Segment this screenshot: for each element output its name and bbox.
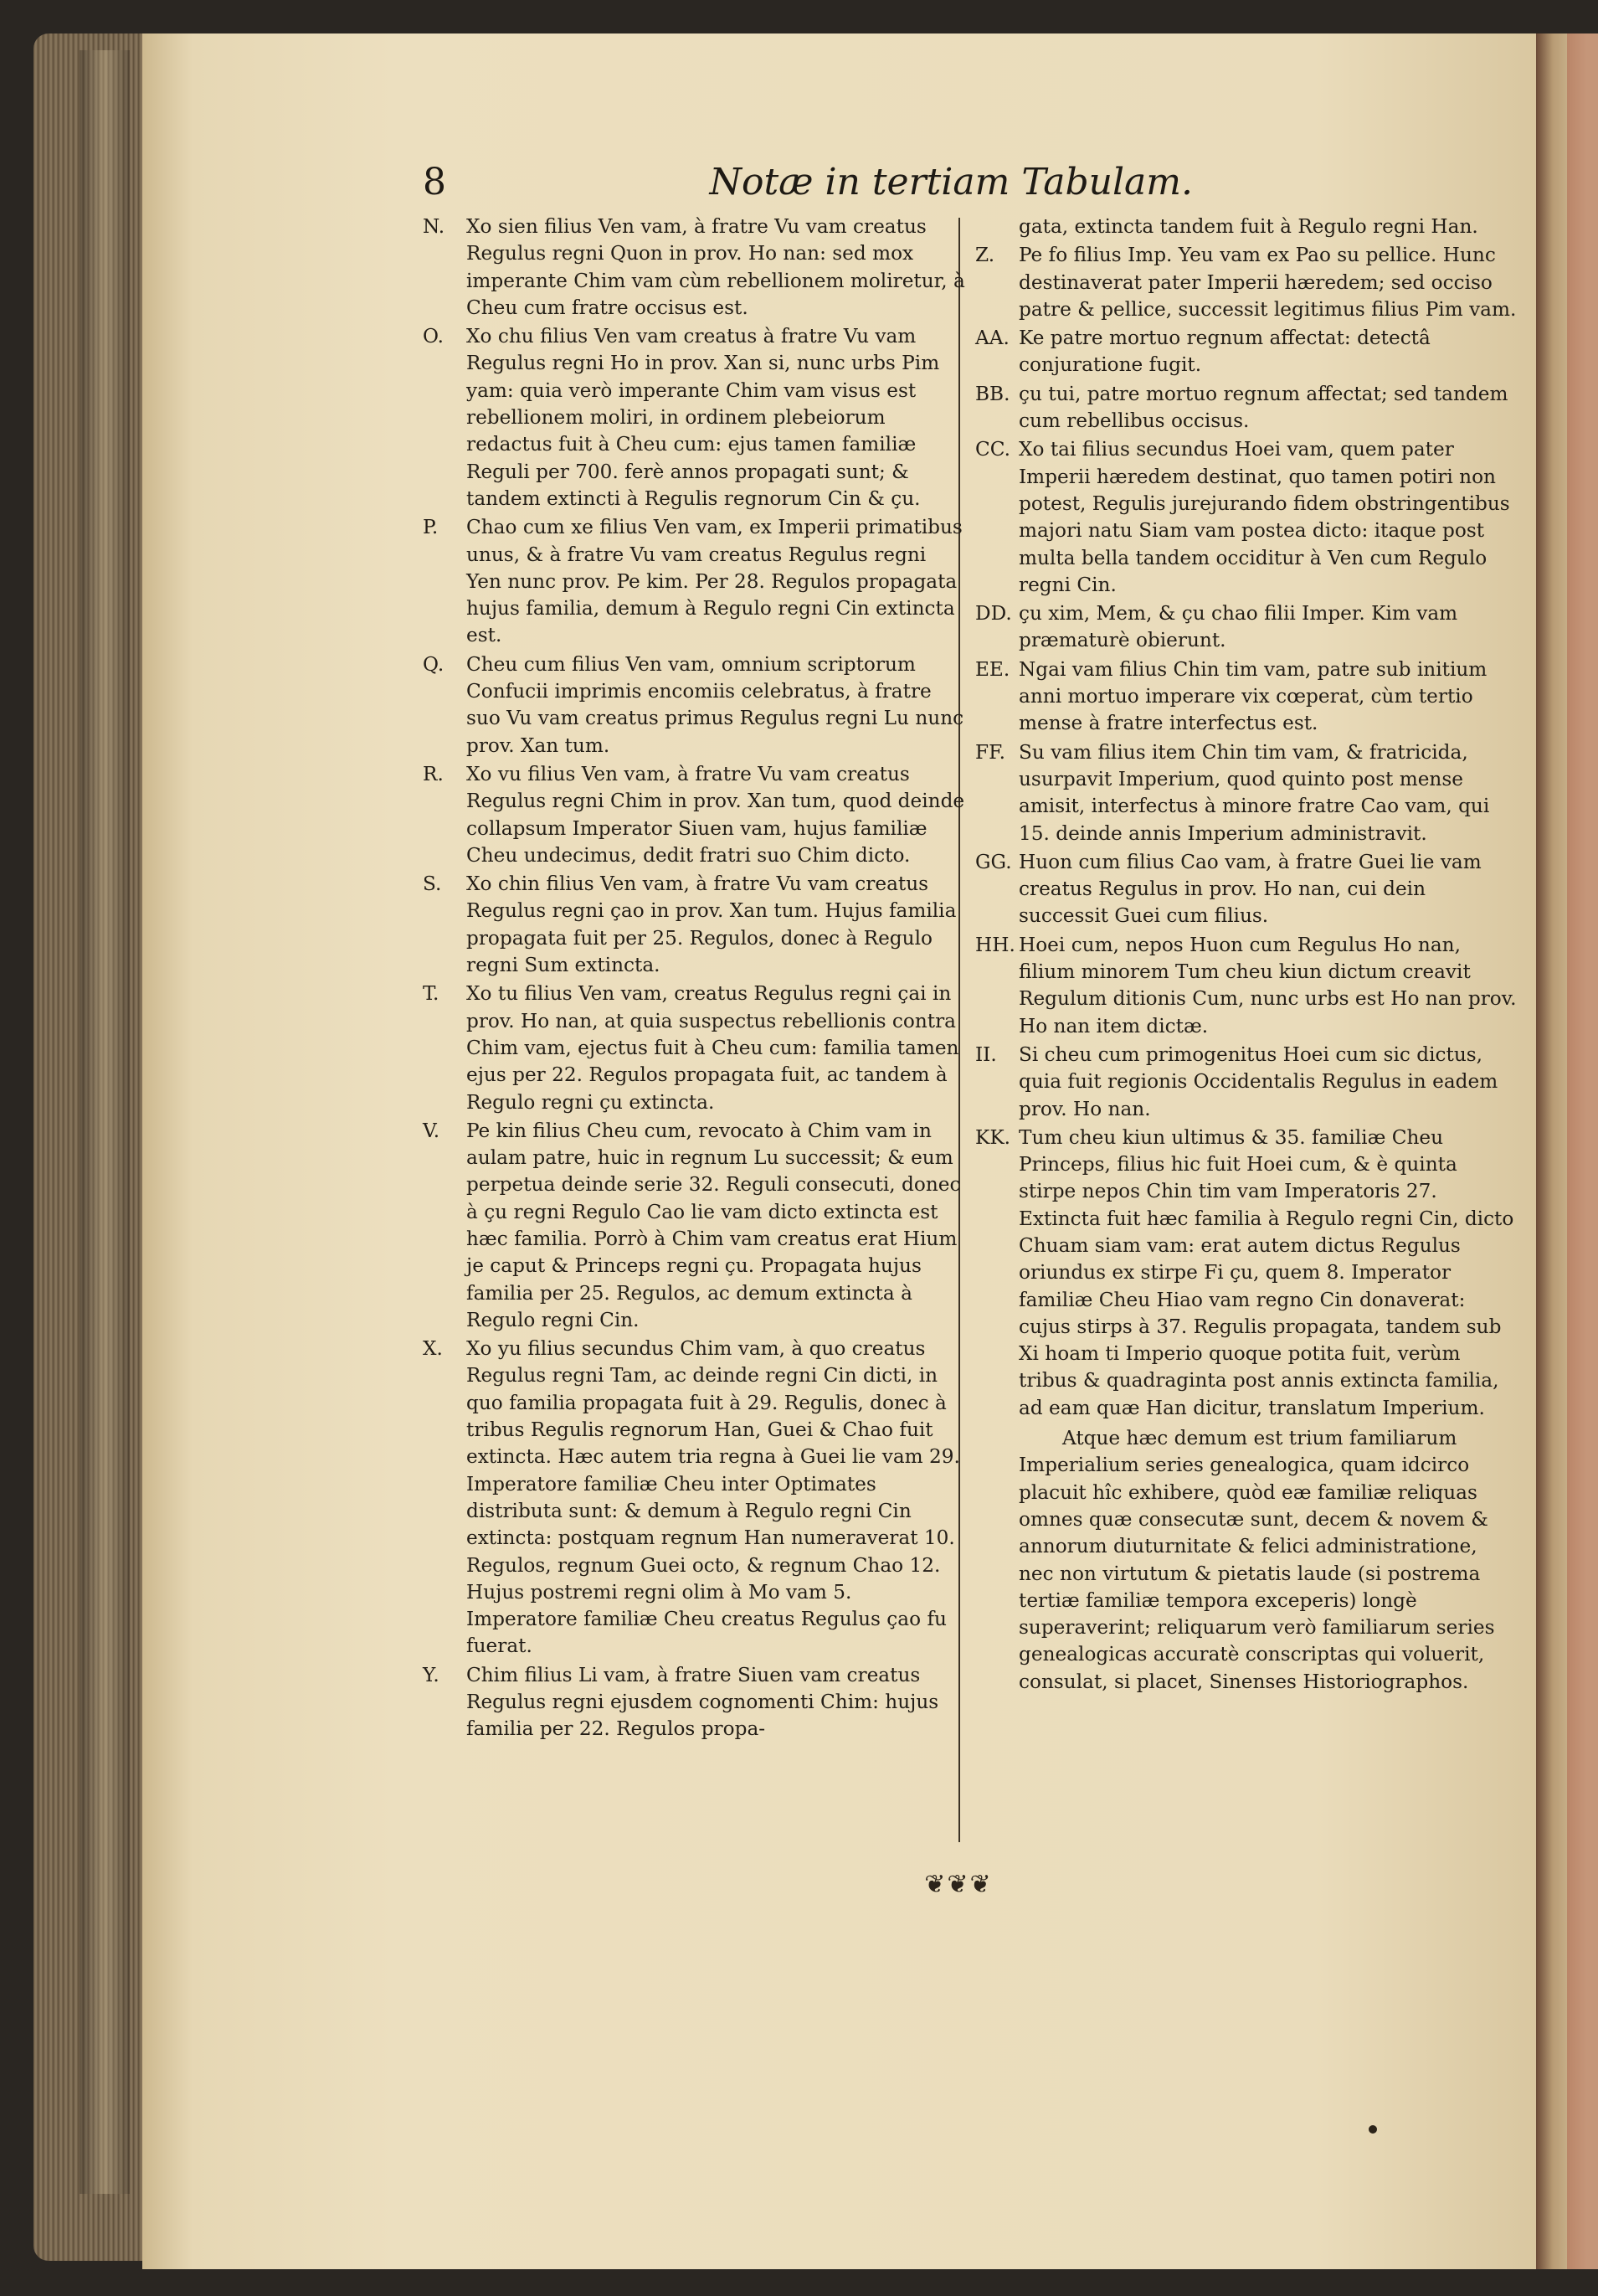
note-key: P. — [423, 516, 439, 539]
note-text: Hoei cum, nepos Huon cum Regulus Ho nan, filium minorem Tum cheu kiun dictum creavit Regulum ditionis Cum, nunc urbs est Ho nan prov. Ho nan item dictæ. — [1019, 933, 1517, 1037]
note-text: Xo tai filius secundus Hoei vam, quem pater Imperii hæredem destinat, quo tamen potiri non potest, Regulis jurejurando fidem obstringentibus majori natu Siam vam postea dicto: itaque post multa bella tandem occiditur à Ven cum Regulo regni Cin. — [1019, 438, 1510, 596]
note-entry — [423, 323, 965, 512]
note-text: çu xim, Mem, & çu chao filii Imper. Kim vam præmaturè obierunt. — [1019, 602, 1458, 652]
note-key: S. — [423, 873, 442, 896]
note-entry — [975, 1125, 1518, 1422]
note-entry — [975, 1042, 1518, 1123]
note-key: DD. — [975, 602, 1012, 625]
note-entry — [423, 871, 965, 979]
left-column — [423, 214, 965, 1846]
note-text: Ngai vam filius Chin tim vam, patre sub initium anni mortuo imperare vix cœperat, cùm tertio mense à fratre interfectus est. — [1019, 657, 1488, 735]
note-text: Xo chu filius Ven vam creatus à fratre Vu vam Regulus regni Ho in prov. Xan si, nunc urbs Pim yam: quia verò imperante Chim vam visus est rebellionem moliri, in ordinem plebeiorum redactus fuit à Cheu cum: ejus tamen familiæ Reguli per 700. ferè annos propagati sunt; & tandem extincti à Regulis regnorum Cin & çu. — [466, 325, 940, 510]
binding-ribbon — [1567, 33, 1598, 2269]
closing-paragraph: Atque hæc demum est trium familiarum Imperialium series genealogica, quam idcirco placuit hîc exhibere, quòd eæ familiæ reliquas omnes quæ consecutæ sunt, decem & novem & annorum diuturnitate & felici administratione, nec non virtutum & pietatis laude (si postrema tertiæ familiæ tempora exceperis) longè superaverint; reliquarum verò familiarum series genealogicas accuratè conscriptas qui voluerit, consulat, si placet, Sinenses Historiographos. — [1019, 1427, 1495, 1693]
note-text: çu tui, patre mortuo regnum affectat; sed tandem cum rebellibus occisus. — [1019, 382, 1508, 433]
printer-ornament: ❦❦❦ — [924, 1870, 993, 1899]
note-key: N. — [423, 215, 445, 238]
note-text: Pe fo filius Imp. Yeu vam ex Pao su pellice. Hunc destinaverat pater Imperii hæredem; sed occiso patre & pellice, successit legitimus filius Pim vam. — [1019, 244, 1517, 321]
note-entry — [975, 849, 1518, 930]
ink-speck — [1369, 2125, 1377, 2134]
note-entry — [423, 1662, 965, 1743]
note-key: FF. — [975, 740, 1005, 764]
note-text: Xo vu filius Ven vam, à fratre Vu vam creatus Regulus regni Chim in prov. Xan tum, quod deinde collapsum Imperator Siuen vam, hujus familiæ Cheu undecimus, dedit fratri suo Chim dicto. — [466, 762, 965, 867]
running-title: Notæ in tertiam Tabulam. — [709, 161, 1193, 203]
note-key: CC. — [975, 438, 1011, 461]
note-entry — [975, 242, 1518, 323]
note-text: Xo chin filius Ven vam, à fratre Vu vam creatus Regulus regni çao in prov. Xan tum. Hujus familia propagata fuit per 25. Regulos, donec à Regulo regni Sum extincta. — [466, 873, 957, 977]
note-key: II. — [975, 1042, 997, 1066]
note-key: GG. — [975, 850, 1012, 873]
note-text: Xo sien filius Ven vam, à fratre Vu vam creatus Regulus regni Quon in prov. Ho nan: sed mox imperante Chim vam cùm rebellionem moliretur, à Cheu cum fratre occisus est. — [466, 215, 965, 319]
right-column — [975, 214, 1518, 1846]
note-key: X. — [423, 1337, 443, 1361]
note-key: T. — [423, 982, 439, 1006]
note-entry — [423, 514, 965, 649]
note-text: Chao cum xe filius Ven vam, ex Imperii primatibus unus, & à fratre Vu vam creatus Regulus regni Yen nunc prov. Pe kim. Per 28. Regulos propagata hujus familia, demum à Regulo regni Cin extincta est. — [466, 516, 963, 647]
page-number: 8 — [423, 161, 446, 203]
note-key: Y. — [423, 1663, 439, 1686]
note-entry — [975, 600, 1518, 655]
note-entry — [975, 739, 1518, 847]
running-head — [423, 161, 1193, 219]
note-text: Xo yu filius secundus Chim vam, à quo creatus Regulus regni Tam, ac deinde regni Cin dicti, in quo familia propagata fuit à 29. Regulis, donec à tribus Regulis regnorum Han, Guei & Chao fuit extincta. Hæc autem tria regna à Guei lie vam 29. Imperatore familiæ Cheu inter Optimates distributa sunt: & demum à Regulo regni Cin extincta: postquam regnum Han numeraverat 10. Regulos, regnum Guei octo, & regnum Chao 12. Hujus postremi regni olim à Mo vam 5. Imperatore familiæ Cheu creatus Regulus çao fu fuerat. — [466, 1337, 960, 1658]
note-key: Z. — [975, 244, 995, 267]
note-key: BB. — [975, 382, 1010, 405]
note-entry — [975, 381, 1518, 435]
note-entry — [423, 981, 965, 1115]
note-text: Xo tu filius Ven vam, creatus Regulus regni çai in prov. Ho nan, at quia suspectus rebellionis contra Chim vam, ejectus fuit à Cheu cum: familia tamen ejus per 22. Regulos propagata fuit, ac tandem à Regulo regni çu extincta. — [466, 982, 959, 1114]
note-key: R. — [423, 762, 444, 785]
note-entry — [975, 325, 1518, 379]
note-text: Pe kin filius Cheu cum, revocato à Chim vam in aulam patre, huic in regnum Lu successit; & eum perpetua deinde serie 32. Reguli consecuti, donec à çu regni Regulo Cao lie vam dicto extincta est hæc familia. Porrò à Chim vam creatus erat Hium je caput & Princeps regni çu. Propagata hujus familia per 25. Regulos, ac demum extincta à Regulo regni Cin. — [466, 1119, 961, 1331]
note-text: Tum cheu kiun ultimus & 35. familiæ Cheu Princeps, filius hic fuit Hoei cum, & è quinta stirpe nepos Chin tim vam Imperatoris 27. Extincta fuit hæc familia à Regulo regni Cin, dicto Chuam siam vam: erat autem dictus Regulus oriundus ex stirpe Fi çu, quem 8. Imperator familiæ Cheu Hiao vam regno Cin donaverat: cujus stirps à 37. Regulis propagata, tandem sub Xi hoam ti Imperio quoque potita fuit, verùm tribus & quadraginta post annis extincta familia, ad eam quæ Han dicitur, translatum Imperium. — [1019, 1125, 1514, 1419]
note-text: Su vam filius item Chin tim vam, & fratricida, usurpavit Imperium, quod quinto post mense amisit, interfectus à minore fratre Cao vam, qui 15. deinde annis Imperium administravit. — [1019, 740, 1490, 845]
note-text: Huon cum filius Cao vam, à fratre Guei lie vam creatus Regulus in prov. Ho nan, cui dein successit Guei cum filius. — [1019, 850, 1482, 928]
note-entry — [423, 1118, 965, 1334]
note-entry — [423, 651, 965, 759]
note-entry — [423, 761, 965, 869]
note-key: V. — [423, 1119, 440, 1142]
note-key: Q. — [423, 652, 444, 676]
note-text: Chim filius Li vam, à fratre Siuen vam creatus Regulus regni ejusdem cognomenti Chim: hujus familia per 22. Regulos propa- — [466, 1663, 939, 1741]
note-text: Ke patre mortuo regnum affectat: detectâ conjuratione fugit. — [1019, 327, 1431, 377]
note-text: Cheu cum filius Ven vam, omnium scriptorum Confucii imprimis encomiis celebratus, à fratre suo Vu vam creatus primus Regulus regni Lu nunc prov. Xan tum. — [466, 652, 964, 757]
note-text: gata, extincta tandem fuit à Regulo regni Han. — [1019, 215, 1478, 238]
note-entry — [423, 214, 965, 322]
note-key: KK. — [975, 1125, 1011, 1149]
gutter-shadow — [80, 50, 130, 2194]
note-key: O. — [423, 325, 444, 348]
note-text: Si cheu cum primogenitus Hoei cum sic dictus, quia fuit regionis Occidentalis Regulus in eadem prov. Ho nan. — [1019, 1042, 1498, 1120]
note-key: AA. — [975, 327, 1010, 350]
note-entry — [975, 656, 1518, 738]
note-entry — [975, 932, 1518, 1040]
note-key: EE. — [975, 657, 1010, 681]
note-key: HH. — [975, 933, 1015, 956]
note-entry — [423, 1336, 965, 1660]
note-entry — [975, 214, 1518, 240]
note-entry — [975, 436, 1518, 599]
